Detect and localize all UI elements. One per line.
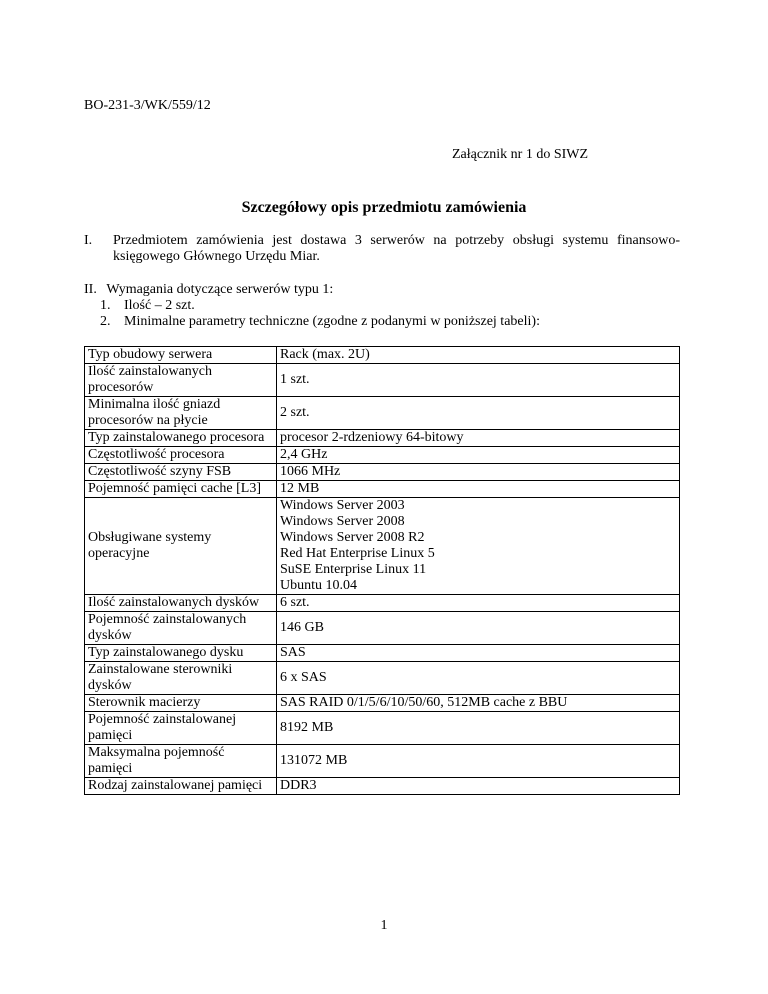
spec-value: 146 GB	[277, 612, 680, 645]
spec-param: Częstotliwość szyny FSB	[85, 464, 277, 481]
spec-param: Zainstalowane sterowniki dysków	[85, 662, 277, 695]
table-row	[85, 464, 680, 481]
attachment-label: Załącznik nr 1 do SIWZ	[452, 147, 589, 162]
table-row	[85, 662, 680, 695]
spec-param: Pojemność pamięci cache [L3]	[85, 481, 277, 498]
table-row	[85, 498, 680, 595]
spec-param: Typ zainstalowanego dysku	[85, 645, 277, 662]
section-ii	[84, 282, 333, 298]
section-i	[84, 233, 680, 265]
table-row	[85, 778, 680, 795]
spec-param: Rodzaj zainstalowanej pamięci	[85, 778, 277, 795]
spec-table	[84, 346, 680, 795]
table-row	[85, 347, 680, 364]
spec-param: Ilość zainstalowanych dysków	[85, 595, 277, 612]
section-i-text: Przedmiotem zamówienia jest dostawa 3 serwerów na potrzeby obsługi systemu finansowo-księgowego Głównego Urzędu Miar.	[113, 233, 680, 264]
spec-param: Minimalna ilość gniazd procesorów na płycie	[85, 397, 277, 430]
section-i-number: I.	[84, 233, 93, 248]
spec-value: 1066 MHz	[277, 464, 680, 481]
table-row	[85, 612, 680, 645]
table-row	[85, 712, 680, 745]
spec-value: SAS	[277, 645, 680, 662]
spec-value: procesor 2-rdzeniowy 64-bitowy	[277, 430, 680, 447]
spec-param: Pojemność zainstalowanej pamięci	[85, 712, 277, 745]
spec-param: Typ obudowy serwera	[85, 347, 277, 364]
document-reference: BO-231-3/WK/559/12	[84, 98, 211, 113]
table-row	[85, 364, 680, 397]
table-row	[85, 645, 680, 662]
list-item	[100, 298, 540, 314]
spec-value: Windows Server 2003 Windows Server 2008 Windows Server 2008 R2 Red Hat Enterprise Linux 5 SuSE Enterprise Linux 11 Ubuntu 10.04	[277, 498, 680, 595]
spec-param: Ilość zainstalowanych procesorów	[85, 364, 277, 397]
table-row	[85, 481, 680, 498]
spec-value: 1 szt.	[277, 364, 680, 397]
table-row	[85, 595, 680, 612]
spec-value: 8192 MB	[277, 712, 680, 745]
spec-value: 2 szt.	[277, 397, 680, 430]
table-row	[85, 430, 680, 447]
spec-value: 12 MB	[277, 481, 680, 498]
subitem-text: Minimalne parametry techniczne (zgodne z podanymi w poniższej tabeli):	[124, 314, 540, 329]
spec-param: Sterownik macierzy	[85, 695, 277, 712]
table-row	[85, 695, 680, 712]
table-row	[85, 397, 680, 430]
subitem-text: Ilość – 2 szt.	[124, 298, 195, 313]
table-row	[85, 447, 680, 464]
spec-value: 6 szt.	[277, 595, 680, 612]
page-number: 1	[380, 918, 388, 933]
spec-value: 2,4 GHz	[277, 447, 680, 464]
spec-value: SAS RAID 0/1/5/6/10/50/60, 512MB cache z BBU	[277, 695, 680, 712]
subitem-number: 2.	[100, 314, 111, 329]
document-title: Szczegółowy opis przedmiotu zamówienia	[241, 199, 527, 216]
list-item	[100, 314, 540, 330]
spec-param: Obsługiwane systemy operacyjne	[85, 498, 277, 595]
spec-value: DDR3	[277, 778, 680, 795]
spec-param: Częstotliwość procesora	[85, 447, 277, 464]
spec-value: Rack (max. 2U)	[277, 347, 680, 364]
subitem-number: 1.	[100, 298, 111, 313]
spec-param: Pojemność zainstalowanych dysków	[85, 612, 277, 645]
section-ii-text: Wymagania dotyczące serwerów typu 1:	[106, 282, 334, 297]
section-ii-subitems	[100, 298, 540, 330]
spec-param: Typ zainstalowanego procesora	[85, 430, 277, 447]
spec-value: 131072 MB	[277, 745, 680, 778]
table-row	[85, 745, 680, 778]
spec-param: Maksymalna pojemność pamięci	[85, 745, 277, 778]
section-ii-number: II.	[84, 282, 97, 297]
spec-value: 6 x SAS	[277, 662, 680, 695]
